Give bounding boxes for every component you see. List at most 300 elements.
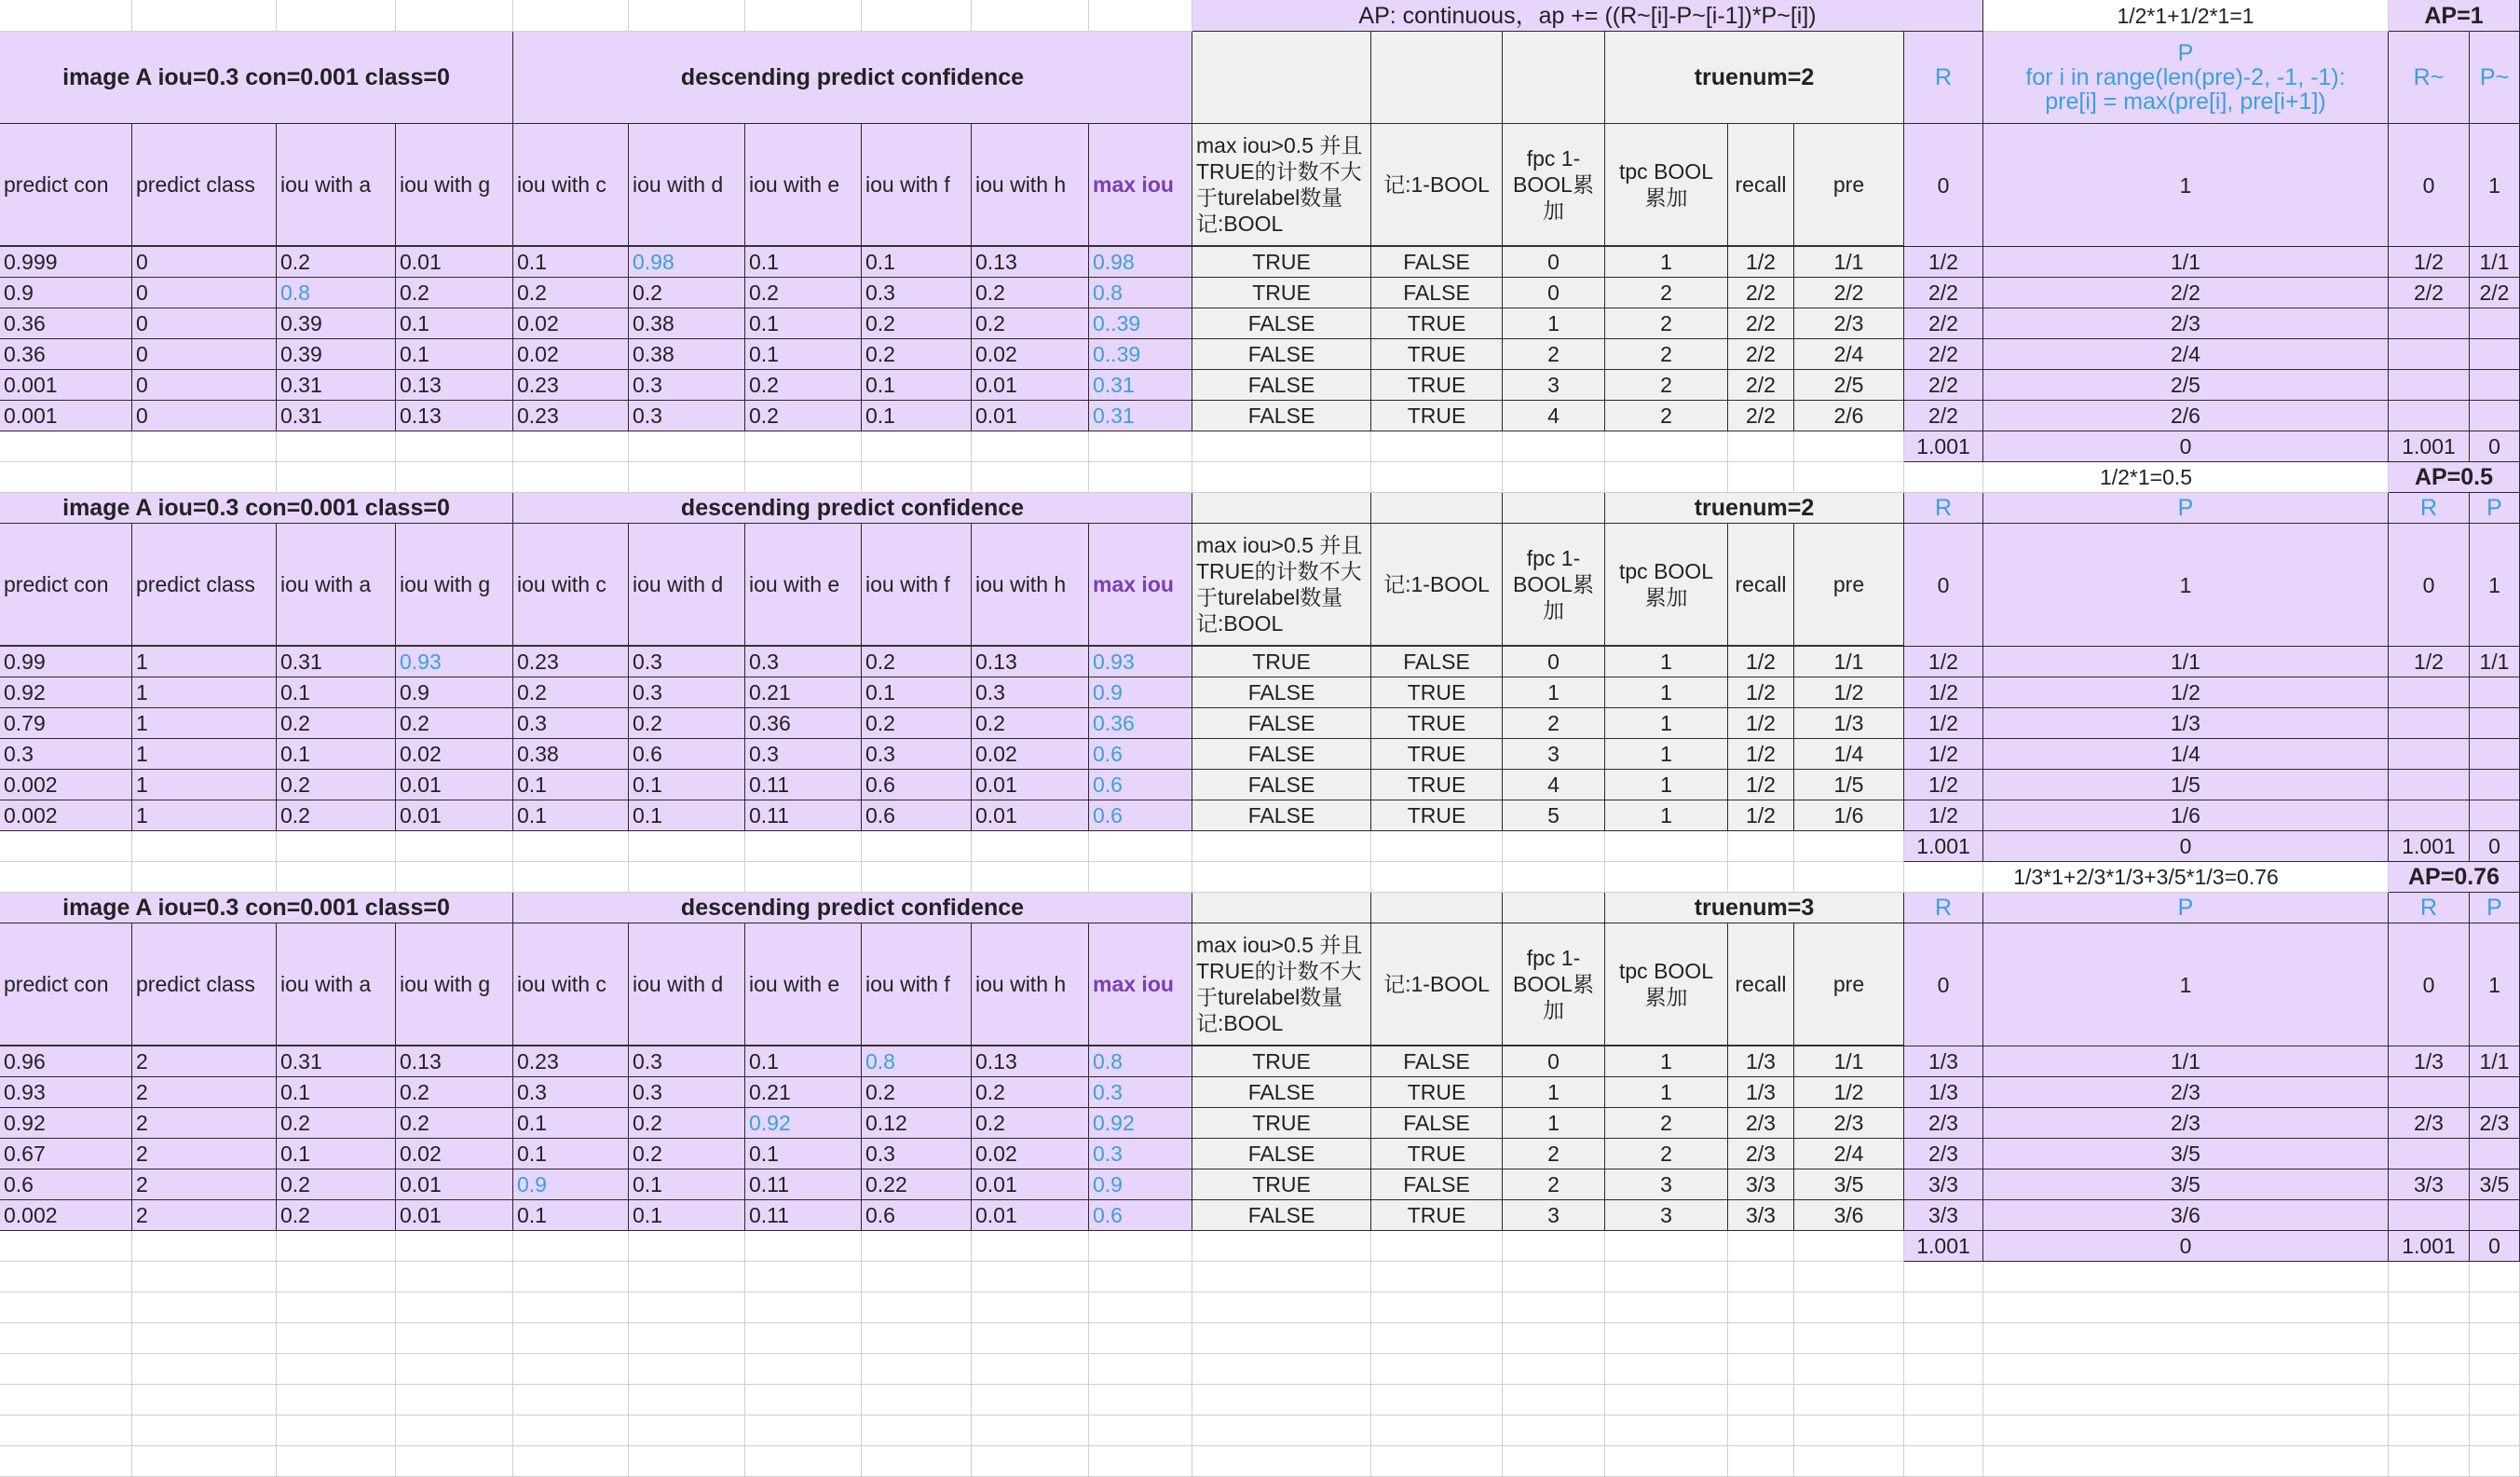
table-cell[interactable]: 0.1 [745, 339, 862, 370]
grid-cell[interactable] [1503, 462, 1605, 493]
grid-cell[interactable] [745, 1323, 862, 1354]
table-cell[interactable]: 0.999 [0, 247, 132, 278]
grid-cell[interactable] [629, 1385, 745, 1415]
table-cell[interactable] [2389, 739, 2470, 770]
grid-cell[interactable] [2470, 1292, 2520, 1323]
table-cell[interactable]: 2 [1503, 1139, 1605, 1169]
table-cell[interactable]: 0.13 [396, 401, 513, 431]
table-cell[interactable]: 0.79 [0, 708, 132, 739]
grid-cell[interactable] [1503, 1323, 1605, 1354]
grid-cell[interactable] [745, 831, 862, 862]
table-cell[interactable]: 0.1 [513, 1139, 629, 1169]
grid-cell[interactable] [1904, 1446, 1983, 1477]
table-cell[interactable]: 3/5 [1983, 1169, 2389, 1200]
grid-cell[interactable] [2470, 1446, 2520, 1477]
grid-cell[interactable] [862, 1262, 972, 1292]
table-cell[interactable]: 0.2 [277, 800, 396, 831]
table-cell[interactable]: TRUE [1371, 770, 1503, 800]
table-cell[interactable] [2389, 370, 2470, 401]
grid-cell[interactable] [1904, 1385, 1983, 1415]
table-cell[interactable]: 0 [1503, 1046, 1605, 1077]
table-cell[interactable]: 0.001 [0, 370, 132, 401]
table-cell[interactable] [2389, 1139, 2470, 1169]
grid-cell[interactable] [132, 1292, 277, 1323]
table-cell[interactable]: 1/2 [1728, 708, 1794, 739]
table-cell[interactable]: 2/2 [1904, 401, 1983, 431]
table-cell[interactable]: 3/5 [2470, 1169, 2520, 1200]
table-cell[interactable]: 0.01 [972, 370, 1089, 401]
grid-cell[interactable] [1371, 1415, 1503, 1446]
table-cell[interactable]: 0.36 [0, 339, 132, 370]
table-cell[interactable]: FALSE [1192, 401, 1371, 431]
grid-cell[interactable] [1089, 1415, 1192, 1446]
table-cell[interactable]: TRUE [1371, 308, 1503, 339]
grid-cell[interactable] [1503, 431, 1605, 462]
table-cell[interactable]: 0.6 [862, 800, 972, 831]
table-cell[interactable]: 0.3 [513, 1077, 629, 1108]
grid-cell[interactable] [0, 1385, 132, 1415]
table-cell[interactable]: 1/1 [1794, 1046, 1904, 1077]
table-cell[interactable]: 2/3 [1983, 1108, 2389, 1139]
table-cell[interactable]: 0.31 [1089, 370, 1192, 401]
grid-cell[interactable] [277, 1231, 396, 1262]
grid-cell[interactable] [1605, 1292, 1728, 1323]
table-cell[interactable]: 1/2 [1794, 1077, 1904, 1108]
grid-cell[interactable] [1904, 1262, 1983, 1292]
grid-cell[interactable] [132, 462, 277, 493]
table-cell[interactable]: 2/3 [2389, 1108, 2470, 1139]
table-cell[interactable]: TRUE [1192, 1108, 1371, 1139]
table-cell[interactable]: 0.2 [396, 278, 513, 308]
table-cell[interactable]: 1 [1503, 308, 1605, 339]
table-cell[interactable]: 2/2 [1904, 278, 1983, 308]
table-cell[interactable] [2470, 401, 2520, 431]
grid-cell[interactable] [396, 431, 513, 462]
table-cell[interactable]: 0.11 [745, 1169, 862, 1200]
grid-cell[interactable] [1371, 1262, 1503, 1292]
table-cell[interactable]: 1 [1605, 647, 1728, 677]
table-cell[interactable]: 1/4 [1983, 739, 2389, 770]
grid-cell[interactable] [396, 0, 513, 32]
grid-cell[interactable] [629, 1446, 745, 1477]
table-cell[interactable]: 2/2 [1728, 401, 1794, 431]
grid-cell[interactable] [1794, 1323, 1904, 1354]
table-cell[interactable]: 3/3 [1728, 1200, 1794, 1231]
table-cell[interactable]: 0.6 [629, 739, 745, 770]
table-cell[interactable]: 1/1 [2470, 1046, 2520, 1077]
table-cell[interactable]: 1/3 [2389, 1046, 2470, 1077]
table-cell[interactable]: 0.2 [972, 308, 1089, 339]
table-cell[interactable]: 0.23 [513, 401, 629, 431]
table-cell[interactable]: 1/3 [1904, 1077, 1983, 1108]
table-cell[interactable]: 0.002 [0, 1200, 132, 1231]
grid-cell[interactable] [1503, 1292, 1605, 1323]
table-cell[interactable]: 0.31 [277, 401, 396, 431]
grid-cell[interactable] [862, 1354, 972, 1385]
table-cell[interactable]: 0 [132, 308, 277, 339]
table-cell[interactable]: 1 [1605, 1046, 1728, 1077]
table-cell[interactable]: 3/6 [1794, 1200, 1904, 1231]
grid-cell[interactable] [1605, 831, 1728, 862]
table-cell[interactable]: TRUE [1371, 1200, 1503, 1231]
grid-cell[interactable] [0, 462, 132, 493]
table-cell[interactable] [2470, 1200, 2520, 1231]
grid-cell[interactable] [277, 1354, 396, 1385]
table-cell[interactable]: 1 [1605, 770, 1728, 800]
table-cell[interactable]: 0.11 [745, 770, 862, 800]
table-cell[interactable]: 0.2 [629, 1108, 745, 1139]
table-cell[interactable]: 1/2 [2389, 647, 2470, 677]
table-cell[interactable]: 1/2 [1728, 677, 1794, 708]
grid-cell[interactable] [1983, 1446, 2389, 1477]
table-cell[interactable]: 2/3 [1983, 308, 2389, 339]
table-cell[interactable]: 0 [1503, 647, 1605, 677]
table-cell[interactable]: 0.2 [862, 308, 972, 339]
table-cell[interactable]: 0.1 [513, 800, 629, 831]
table-cell[interactable]: 0.6 [1089, 800, 1192, 831]
grid-cell[interactable] [513, 1292, 629, 1323]
table-cell[interactable]: 1/1 [2470, 247, 2520, 278]
grid-cell[interactable] [1983, 1415, 2389, 1446]
grid-cell[interactable] [277, 1323, 396, 1354]
table-cell[interactable]: 1/2 [1904, 800, 1983, 831]
grid-cell[interactable] [1371, 831, 1503, 862]
grid-cell[interactable] [513, 1231, 629, 1262]
table-cell[interactable]: 0.3 [513, 708, 629, 739]
grid-cell[interactable] [1089, 1323, 1192, 1354]
table-cell[interactable]: 0 [1503, 278, 1605, 308]
table-cell[interactable]: 2 [1605, 401, 1728, 431]
table-cell[interactable]: 1/2 [1904, 647, 1983, 677]
grid-cell[interactable] [1728, 1323, 1794, 1354]
table-cell[interactable] [2470, 739, 2520, 770]
grid-cell[interactable] [1192, 462, 1371, 493]
table-cell[interactable]: FALSE [1371, 1108, 1503, 1139]
grid-cell[interactable] [277, 1446, 396, 1477]
grid-cell[interactable] [396, 1446, 513, 1477]
table-cell[interactable]: 1/3 [1794, 708, 1904, 739]
table-cell[interactable]: 2 [1605, 308, 1728, 339]
grid-cell[interactable] [629, 1354, 745, 1385]
table-cell[interactable]: 1/1 [1794, 647, 1904, 677]
table-cell[interactable]: 0.2 [862, 647, 972, 677]
grid-cell[interactable] [1192, 1446, 1371, 1477]
table-cell[interactable]: 0.6 [1089, 739, 1192, 770]
table-cell[interactable]: 0.2 [277, 247, 396, 278]
table-cell[interactable]: 1 [1605, 247, 1728, 278]
table-cell[interactable]: 3 [1605, 1200, 1728, 1231]
table-cell[interactable]: 0.2 [396, 1108, 513, 1139]
table-cell[interactable]: 0.12 [862, 1108, 972, 1139]
grid-cell[interactable] [972, 831, 1089, 862]
table-cell[interactable]: 2/2 [1904, 370, 1983, 401]
table-cell[interactable]: FALSE [1192, 1200, 1371, 1231]
table-cell[interactable]: 1/2 [1728, 647, 1794, 677]
table-cell[interactable]: 2/3 [1983, 1077, 2389, 1108]
grid-cell[interactable] [2389, 1292, 2470, 1323]
grid-cell[interactable] [277, 1415, 396, 1446]
table-cell[interactable]: 0.1 [277, 1139, 396, 1169]
table-cell[interactable]: 1/5 [1983, 770, 2389, 800]
table-cell[interactable]: 1 [1605, 739, 1728, 770]
grid-cell[interactable] [277, 1385, 396, 1415]
grid-cell[interactable] [1503, 1385, 1605, 1415]
table-cell[interactable]: 0 [132, 370, 277, 401]
grid-cell[interactable] [629, 1292, 745, 1323]
table-cell[interactable]: 0.2 [745, 370, 862, 401]
table-cell[interactable]: 0.92 [745, 1108, 862, 1139]
grid-cell[interactable] [1371, 1231, 1503, 1262]
grid-cell[interactable] [277, 1262, 396, 1292]
grid-cell[interactable] [277, 862, 396, 893]
grid-cell[interactable] [132, 1415, 277, 1446]
table-cell[interactable]: 3/5 [1794, 1169, 1904, 1200]
table-cell[interactable]: 2 [1605, 339, 1728, 370]
table-cell[interactable]: TRUE [1371, 1139, 1503, 1169]
table-cell[interactable]: 2/2 [1728, 278, 1794, 308]
grid-cell[interactable] [1089, 431, 1192, 462]
table-cell[interactable]: 0.23 [513, 1046, 629, 1077]
grid-cell[interactable] [862, 431, 972, 462]
table-cell[interactable]: 2 [132, 1077, 277, 1108]
table-cell[interactable]: 0.38 [513, 739, 629, 770]
grid-cell[interactable] [1728, 1354, 1794, 1385]
grid-cell[interactable] [396, 1231, 513, 1262]
table-cell[interactable]: 4 [1503, 401, 1605, 431]
table-cell[interactable]: 0.2 [277, 1108, 396, 1139]
grid-cell[interactable] [745, 1415, 862, 1446]
table-cell[interactable]: 2/3 [2470, 1108, 2520, 1139]
table-cell[interactable]: 1/1 [1983, 1046, 2389, 1077]
grid-cell[interactable] [1192, 1292, 1371, 1323]
table-cell[interactable]: 0.3 [0, 739, 132, 770]
table-cell[interactable]: 0.99 [0, 647, 132, 677]
grid-cell[interactable] [1089, 831, 1192, 862]
table-cell[interactable]: 0.23 [513, 647, 629, 677]
table-cell[interactable]: TRUE [1371, 339, 1503, 370]
grid-cell[interactable] [1794, 1354, 1904, 1385]
table-cell[interactable]: 0.31 [1089, 401, 1192, 431]
table-cell[interactable] [2389, 1200, 2470, 1231]
grid-cell[interactable] [1371, 1446, 1503, 1477]
table-cell[interactable]: 0.93 [0, 1077, 132, 1108]
grid-cell[interactable] [1089, 1354, 1192, 1385]
table-cell[interactable]: 0.1 [513, 1200, 629, 1231]
table-cell[interactable]: 0.9 [396, 677, 513, 708]
table-cell[interactable]: 0.6 [862, 770, 972, 800]
grid-cell[interactable] [0, 0, 132, 32]
table-cell[interactable]: 0.1 [862, 370, 972, 401]
table-cell[interactable]: 2/3 [1728, 1139, 1794, 1169]
table-cell[interactable]: 5 [1503, 800, 1605, 831]
grid-cell[interactable] [1089, 862, 1192, 893]
table-cell[interactable]: 0.13 [396, 370, 513, 401]
grid-cell[interactable] [513, 0, 629, 32]
grid-cell[interactable] [862, 831, 972, 862]
table-cell[interactable]: 0.38 [629, 339, 745, 370]
table-cell[interactable]: FALSE [1192, 339, 1371, 370]
table-cell[interactable]: 0.3 [862, 1139, 972, 1169]
table-cell[interactable]: 2 [1503, 339, 1605, 370]
grid-cell[interactable] [513, 1415, 629, 1446]
grid-cell[interactable] [1728, 462, 1794, 493]
table-cell[interactable]: 1/2 [1728, 770, 1794, 800]
table-cell[interactable]: 2 [1503, 708, 1605, 739]
table-cell[interactable] [2389, 308, 2470, 339]
table-cell[interactable]: 0.3 [629, 647, 745, 677]
table-cell[interactable]: FALSE [1371, 1046, 1503, 1077]
table-cell[interactable]: 0.1 [513, 770, 629, 800]
table-cell[interactable]: 0.6 [0, 1169, 132, 1200]
grid-cell[interactable] [132, 1323, 277, 1354]
table-cell[interactable]: 1/6 [1794, 800, 1904, 831]
table-cell[interactable]: 0.01 [396, 770, 513, 800]
grid-cell[interactable] [1794, 1292, 1904, 1323]
table-cell[interactable]: 0.8 [1089, 278, 1192, 308]
table-cell[interactable]: FALSE [1192, 308, 1371, 339]
table-cell[interactable]: 0.1 [277, 677, 396, 708]
grid-cell[interactable] [1503, 1231, 1605, 1262]
grid-cell[interactable] [745, 1446, 862, 1477]
grid-cell[interactable] [2389, 1415, 2470, 1446]
grid-cell[interactable] [1371, 1385, 1503, 1415]
grid-cell[interactable] [1605, 1231, 1728, 1262]
table-cell[interactable] [2389, 1077, 2470, 1108]
table-cell[interactable] [2470, 800, 2520, 831]
grid-cell[interactable] [745, 462, 862, 493]
table-cell[interactable]: 0.96 [0, 1046, 132, 1077]
table-cell[interactable]: FALSE [1192, 800, 1371, 831]
table-cell[interactable] [2389, 677, 2470, 708]
grid-cell[interactable] [862, 1292, 972, 1323]
grid-cell[interactable] [0, 1446, 132, 1477]
grid-cell[interactable] [972, 862, 1089, 893]
table-cell[interactable]: 0..39 [1089, 339, 1192, 370]
grid-cell[interactable] [745, 1292, 862, 1323]
table-cell[interactable]: 0.01 [396, 1169, 513, 1200]
table-cell[interactable]: 0.39 [277, 339, 396, 370]
table-cell[interactable]: 0.2 [513, 677, 629, 708]
grid-cell[interactable] [972, 1323, 1089, 1354]
grid-cell[interactable] [1983, 1292, 2389, 1323]
table-cell[interactable]: 1/2 [1904, 708, 1983, 739]
grid-cell[interactable] [2470, 1415, 2520, 1446]
table-cell[interactable]: 2 [132, 1200, 277, 1231]
table-cell[interactable]: 3/3 [1728, 1169, 1794, 1200]
table-cell[interactable]: 0.23 [513, 370, 629, 401]
grid-cell[interactable] [132, 831, 277, 862]
table-cell[interactable]: 0.11 [745, 800, 862, 831]
table-cell[interactable] [2470, 339, 2520, 370]
table-cell[interactable]: 1/6 [1983, 800, 2389, 831]
table-cell[interactable]: 0.13 [396, 1046, 513, 1077]
table-cell[interactable]: 0.1 [277, 1077, 396, 1108]
table-cell[interactable]: 0.1 [745, 1139, 862, 1169]
grid-cell[interactable] [1371, 862, 1503, 893]
table-cell[interactable]: 1 [1503, 1077, 1605, 1108]
table-cell[interactable]: TRUE [1371, 401, 1503, 431]
grid-cell[interactable] [1503, 1354, 1605, 1385]
grid-cell[interactable] [2389, 1354, 2470, 1385]
table-cell[interactable]: 1/2 [1904, 677, 1983, 708]
table-cell[interactable]: TRUE [1371, 677, 1503, 708]
grid-cell[interactable] [862, 462, 972, 493]
table-cell[interactable]: 0.1 [629, 1200, 745, 1231]
table-cell[interactable]: TRUE [1192, 1046, 1371, 1077]
grid-cell[interactable] [513, 1262, 629, 1292]
table-cell[interactable]: 1/2 [1904, 247, 1983, 278]
table-cell[interactable]: 0.22 [862, 1169, 972, 1200]
table-cell[interactable]: 0.01 [396, 1200, 513, 1231]
grid-cell[interactable] [1371, 462, 1503, 493]
grid-cell[interactable] [2470, 1323, 2520, 1354]
grid-cell[interactable] [1089, 1231, 1192, 1262]
grid-cell[interactable] [1089, 1446, 1192, 1477]
table-cell[interactable]: 1/2 [1904, 739, 1983, 770]
grid-cell[interactable] [1503, 862, 1605, 893]
grid-cell[interactable] [745, 0, 862, 32]
grid-cell[interactable] [1371, 431, 1503, 462]
grid-cell[interactable] [862, 1385, 972, 1415]
grid-cell[interactable] [1192, 831, 1371, 862]
table-cell[interactable]: 0.2 [277, 770, 396, 800]
grid-cell[interactable] [0, 862, 132, 893]
table-cell[interactable]: 1/3 [1904, 1046, 1983, 1077]
grid-cell[interactable] [1728, 831, 1794, 862]
grid-cell[interactable] [1728, 1292, 1794, 1323]
grid-cell[interactable] [745, 431, 862, 462]
table-cell[interactable]: 2/3 [1728, 1108, 1794, 1139]
table-cell[interactable]: 2/2 [1904, 308, 1983, 339]
table-cell[interactable]: 2 [132, 1169, 277, 1200]
table-cell[interactable]: 2/4 [1983, 339, 2389, 370]
grid-cell[interactable] [862, 0, 972, 32]
table-cell[interactable]: 0.2 [972, 278, 1089, 308]
table-cell[interactable]: 0.3 [745, 739, 862, 770]
grid-cell[interactable] [132, 1354, 277, 1385]
grid-cell[interactable] [1794, 431, 1904, 462]
table-cell[interactable]: 1/3 [1983, 708, 2389, 739]
grid-cell[interactable] [1728, 431, 1794, 462]
grid-cell[interactable] [277, 831, 396, 862]
grid-cell[interactable] [1089, 0, 1192, 32]
table-cell[interactable]: TRUE [1371, 1077, 1503, 1108]
table-cell[interactable]: 0.1 [862, 247, 972, 278]
table-cell[interactable]: 2/2 [1728, 339, 1794, 370]
table-cell[interactable]: 1/2 [1904, 770, 1983, 800]
grid-cell[interactable] [396, 831, 513, 862]
grid-cell[interactable] [0, 1262, 132, 1292]
grid-cell[interactable] [629, 1231, 745, 1262]
grid-cell[interactable] [972, 1231, 1089, 1262]
grid-cell[interactable] [2389, 1385, 2470, 1415]
grid-cell[interactable] [629, 862, 745, 893]
table-cell[interactable]: FALSE [1192, 739, 1371, 770]
table-cell[interactable]: 0.2 [513, 278, 629, 308]
table-cell[interactable]: 0.2 [629, 708, 745, 739]
grid-cell[interactable] [1605, 1385, 1728, 1415]
grid-cell[interactable] [1728, 1446, 1794, 1477]
table-cell[interactable]: 1 [1605, 708, 1728, 739]
table-cell[interactable]: 0.3 [862, 278, 972, 308]
grid-cell[interactable] [396, 862, 513, 893]
table-cell[interactable]: TRUE [1371, 370, 1503, 401]
table-cell[interactable]: 1/2 [1728, 739, 1794, 770]
grid-cell[interactable] [513, 1354, 629, 1385]
table-cell[interactable]: 0.02 [972, 1139, 1089, 1169]
table-cell[interactable]: 0.36 [0, 308, 132, 339]
table-cell[interactable]: 1/2 [1728, 800, 1794, 831]
